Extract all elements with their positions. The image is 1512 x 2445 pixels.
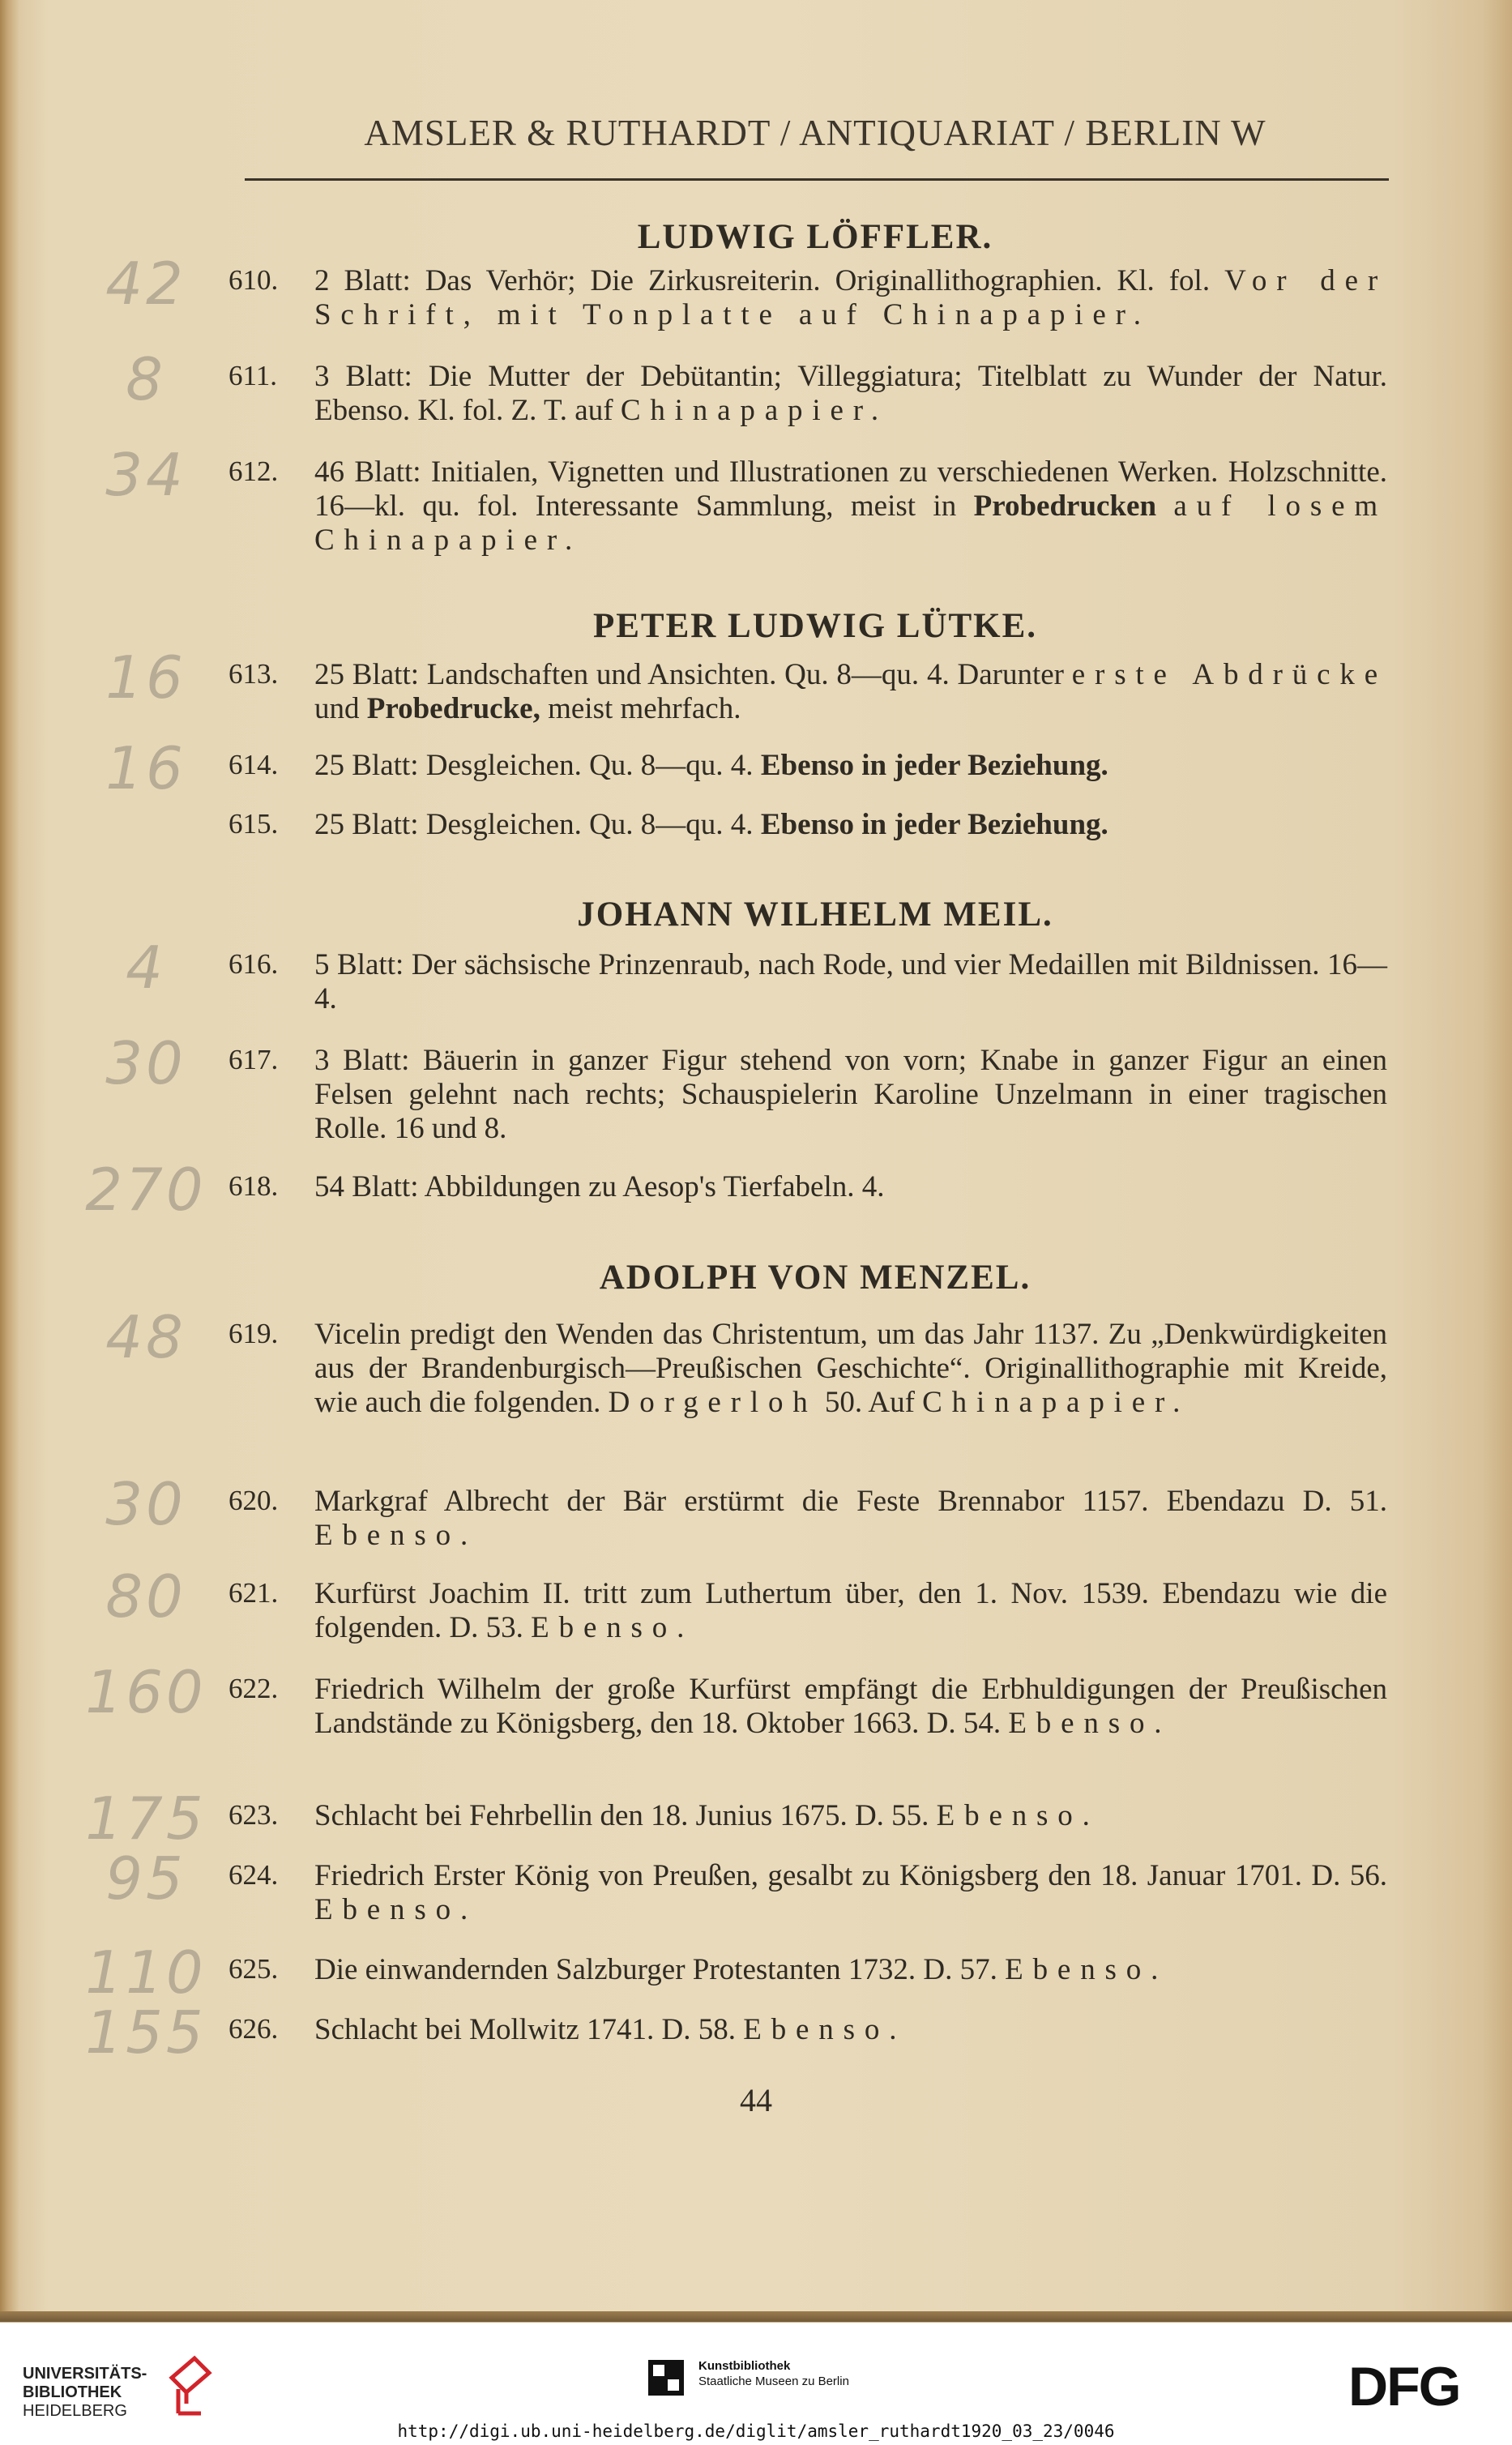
entry-description (314, 948, 1387, 1016)
entry-number: 613. (229, 658, 279, 690)
catalog-entry (229, 1485, 1387, 1553)
spaced-emphasis: Ebenso. (743, 2013, 907, 2046)
entry-number: 614. (229, 749, 279, 780)
source-url[interactable]: http://digi.ub.uni-heidelberg.de/diglit/amsler_ruthardt1920_03_23/0046 (397, 2421, 1115, 2441)
spaced-emphasis: Chinapapier. (620, 394, 888, 427)
entry-text-run: 25 Blatt: Desgleichen. Qu. 8—qu. 4. (314, 749, 761, 782)
entry-text-run: 3 Blatt: Die Mutter der Debütantin; Villeggiatura; Titelblatt zu Wunder der Natur. Ebenso. Kl. fol. Z. T. auf (314, 360, 1387, 427)
entry-description (314, 1953, 1387, 1987)
page-number: 44 (740, 2082, 772, 2118)
entry-number: 626. (229, 2013, 279, 2045)
entry-description (314, 455, 1387, 558)
pencil-price-note: 270 (85, 1156, 207, 1224)
spaced-emphasis: Ebenso. (1005, 1953, 1168, 1986)
pencil-price-note: 155 (85, 1998, 207, 2067)
section-heading: JOHANN WILHELM MEIL. (577, 896, 1053, 934)
spaced-emphasis: Ebenso. (314, 1893, 478, 1926)
entry-text-run: meist mehrfach. (540, 692, 741, 725)
entry-number: 622. (229, 1673, 279, 1704)
entry-text-run: 25 Blatt: Desgleichen. Qu. 8—qu. 4. (314, 808, 761, 841)
entry-description (314, 1577, 1387, 1645)
entry-number: 625. (229, 1953, 279, 1985)
catalog-entry (229, 360, 1387, 428)
entry-number: 620. (229, 1485, 279, 1516)
catalog-entry (229, 808, 1387, 842)
dfg-logo-icon (1348, 2358, 1491, 2412)
entry-number: 611. (229, 360, 277, 391)
catalog-entry (229, 948, 1387, 1016)
entry-description (314, 749, 1387, 783)
spaced-emphasis: erste Abdrücke (1071, 658, 1387, 691)
entry-text-run: 25 Blatt: Landschaften und Ansichten. Qu. 8—qu. 4. Darunter (314, 658, 1072, 691)
entry-description (314, 264, 1387, 332)
catalog-entry (229, 1170, 1387, 1204)
entry-number: 619. (229, 1318, 279, 1349)
spaced-emphasis: Chinapapier. (922, 1386, 1190, 1419)
library-logo-icon (167, 2353, 214, 2418)
bold-emphasis: Probedrucke, (366, 692, 540, 725)
entry-text-run: Schlacht bei Fehrbellin den 18. Junius 1675. D. 55. (314, 1799, 937, 1832)
entry-number: 616. (229, 948, 279, 980)
entry-description (314, 808, 1387, 842)
entry-number: 624. (229, 1859, 279, 1891)
entry-description (314, 658, 1387, 726)
digitization-footer (0, 2323, 1512, 2445)
catalog-entry (229, 2013, 1387, 2047)
entry-text-run: Friedrich Erster König von Preußen, gesalbt zu Königsberg den 18. Januar 1701. D. 56. (314, 1859, 1387, 1892)
section-heading: ADOLPH VON MENZEL. (599, 1259, 1031, 1297)
entry-text-run: 5 Blatt: Der sächsische Prinzenraub, nach Rode, und vier Medaillen mit Bildnissen. 16—4. (314, 948, 1387, 1015)
entry-text-run: Die einwandernden Salzburger Protestanten 1732. D. 57. (314, 1953, 1006, 1986)
page-header: AMSLER & RUTHARDT / ANTIQUARIAT / BERLIN W (364, 113, 1266, 153)
library-logo-text (23, 2365, 147, 2421)
catalog-entry (229, 1953, 1387, 1987)
pencil-price-note: 48 (105, 1303, 186, 1371)
dfg-logo-text: DFG (1348, 2358, 1460, 2412)
bold-emphasis: Probedrucken (973, 489, 1157, 523)
entry-text-run: Markgraf Albrecht der Bär erstürmt die Feste Brennabor 1157. Ebendazu D. 51. (314, 1485, 1387, 1518)
spaced-emphasis: Ebenso. (531, 1611, 694, 1644)
pencil-price-note: 8 (126, 345, 166, 413)
spaced-emphasis: Vor der Schrift, mit Tonplatte auf Chinapapier. (314, 264, 1387, 331)
catalog-entry (229, 1859, 1387, 1927)
catalog-entry (229, 455, 1387, 558)
pencil-price-note: 95 (105, 1844, 186, 1913)
catalog-entry (229, 1673, 1387, 1741)
entry-description (314, 1799, 1387, 1833)
pencil-price-note: 16 (105, 643, 186, 712)
kb-line-2: Staatliche Museen zu Berlin (698, 2374, 849, 2388)
spaced-emphasis: Ebenso. (314, 1519, 478, 1552)
entry-text-run: 50. Auf (817, 1386, 923, 1419)
entry-text-run: und (314, 692, 367, 725)
catalog-entry (229, 264, 1387, 332)
pencil-price-note: 34 (105, 441, 186, 509)
entry-text-run: 3 Blatt: Bäuerin in ganzer Figur stehend von vorn; Knabe in ganzer Figur an einen Felsen gelehnt nach rechts; Schauspielerin Karoline Unzelmann in einer tragischen Rolle. 16 und 8. (314, 1044, 1387, 1145)
entry-number: 617. (229, 1044, 279, 1075)
entry-number: 615. (229, 808, 279, 840)
kunstbibliothek-mark-icon (645, 2357, 687, 2399)
entry-description (314, 2013, 1387, 2047)
entry-description (314, 1044, 1387, 1146)
pencil-price-note: 160 (85, 1658, 207, 1726)
entry-number: 610. (229, 264, 279, 296)
bold-emphasis: Ebenso in jeder Beziehung. (760, 808, 1108, 841)
entry-description (314, 1859, 1387, 1927)
pencil-price-note: 16 (105, 734, 186, 802)
entry-number: 612. (229, 455, 279, 487)
entry-text-run: Friedrich Wilhelm der große Kurfürst empfängt die Erbhuldigungen der Preußischen Landstände zu Königsberg, den 18. Oktober 1663. D. 54. (314, 1673, 1387, 1740)
spaced-emphasis: Dorgerloh (608, 1386, 818, 1419)
entry-text-run: Vicelin predigt den Wenden das Christentum, um das Jahr 1137. Zu „Denkwürdigkeiten aus der Brandenburgisch—Preußischen Geschichte“. Originallithographie mit Kreide, wie auch die folgenden. (314, 1318, 1387, 1419)
kb-line-1: Kunstbibliothek (698, 2359, 791, 2373)
entry-number: 618. (229, 1170, 279, 1202)
catalog-entry (229, 749, 1387, 783)
catalog-entry (229, 1318, 1387, 1420)
scan-bottom-edge (0, 2311, 1512, 2322)
entry-description (314, 1485, 1387, 1553)
entry-text-run: Schlacht bei Mollwitz 1741. D. 58. (314, 2013, 744, 2046)
entry-description (314, 1170, 1387, 1204)
pencil-price-note: 175 (85, 1785, 207, 1853)
entry-text-run: Kurfürst Joachim II. tritt zum Luthertum über, den 1. Nov. 1539. Ebendazu wie die folgenden. D. 53. (314, 1577, 1387, 1644)
catalog-entry (229, 1044, 1387, 1146)
entry-description (314, 1318, 1387, 1420)
pencil-price-note: 4 (126, 934, 166, 1002)
header-rule (245, 178, 1389, 181)
catalog-entry (229, 1799, 1387, 1833)
entry-description (314, 360, 1387, 428)
pencil-price-note: 80 (105, 1562, 186, 1631)
entry-text-run: 2 Blatt: Das Verhör; Die Zirkusreiterin. Originallithographien. Kl. fol. (314, 264, 1225, 297)
section-heading: PETER LUDWIG LÜTKE. (592, 607, 1038, 645)
kunstbibliothek-text (698, 2358, 849, 2389)
pencil-price-note: 110 (85, 1938, 207, 2007)
pencil-price-note: 42 (105, 250, 186, 318)
entry-number: 623. (229, 1799, 279, 1831)
entry-number: 621. (229, 1577, 279, 1609)
library-line-2: BIBLIOTHEK (23, 2383, 122, 2401)
entry-description (314, 1673, 1387, 1741)
entry-text-run (1156, 489, 1173, 523)
entry-text-run: 54 Blatt: Abbildungen zu Aesop's Tierfabeln. 4. (314, 1170, 885, 1203)
catalog-entry (229, 658, 1387, 726)
spaced-emphasis: Ebenso. (936, 1799, 1100, 1832)
pencil-price-note: 30 (105, 1029, 186, 1097)
library-line-1: UNIVERSITÄTS- (23, 2365, 147, 2383)
section-heading: LUDWIG LÖFFLER. (637, 218, 993, 256)
spaced-emphasis: auf losem Chinapapier. (314, 489, 1387, 557)
entry-text-run: 46 Blatt: Initialen, Vignetten und Illustrationen zu verschiedenen Werken. Holzschnitte. 16—kl. qu. fol. Interessante Sammlung, meist in (314, 455, 1387, 523)
library-line-3: HEIDELBERG (23, 2402, 127, 2420)
catalog-entry (229, 1577, 1387, 1645)
bold-emphasis: Ebenso in jeder Beziehung. (760, 749, 1108, 782)
spaced-emphasis: Ebenso. (1008, 1707, 1172, 1740)
pencil-price-note: 30 (105, 1470, 186, 1538)
